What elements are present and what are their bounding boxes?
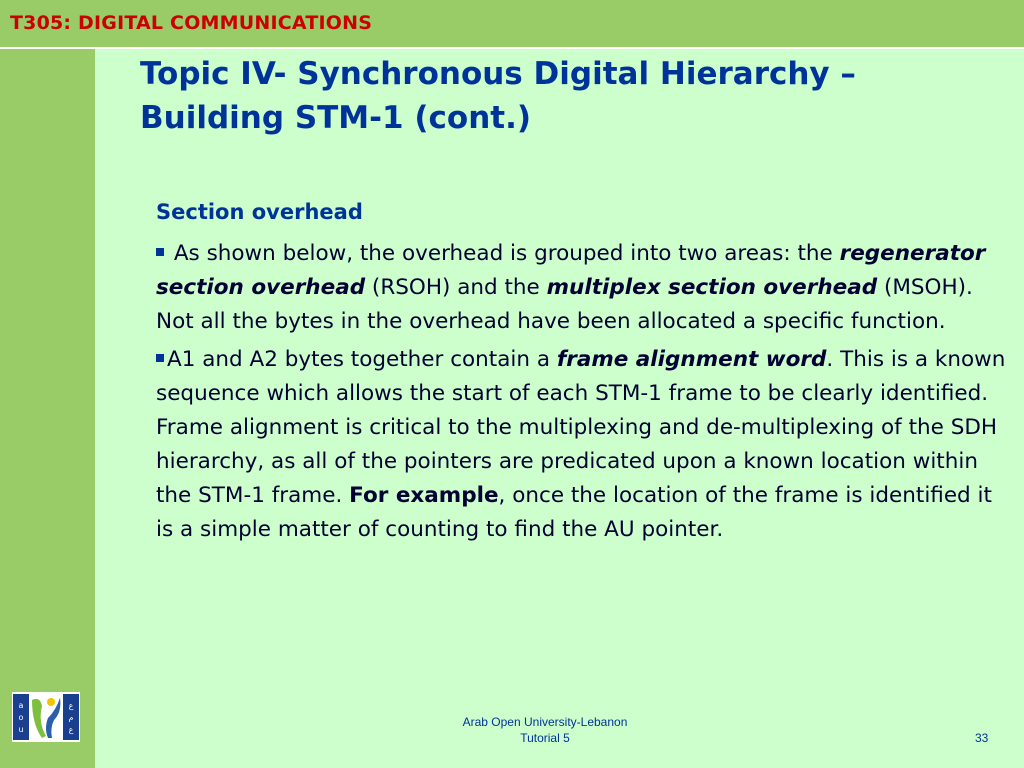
footer-tutorial: Tutorial 5	[520, 731, 570, 745]
p1-text-1: As shown below, the overhead is grouped into two areas: the	[167, 241, 840, 266]
paragraph-overhead-areas	[156, 237, 1006, 339]
svg-text:ع: ع	[68, 725, 74, 734]
slide-title-line-2: Building STM-1 (cont.)	[140, 100, 532, 136]
footer	[420, 714, 670, 746]
bullet-icon	[156, 248, 164, 256]
svg-text:o: o	[18, 713, 24, 722]
footer-institution: Arab Open University-Lebanon	[462, 715, 628, 729]
p2-text-3: , once the location of the frame is identified it is a simple matter of counting to find the AU pointer.	[156, 483, 992, 542]
header-divider	[0, 47, 1024, 49]
svg-text:u: u	[18, 725, 24, 734]
left-sidebar	[0, 0, 95, 768]
paragraph-frame-alignment	[156, 343, 1006, 547]
p1-emphasis-rsoh: regenerator section overhead	[156, 241, 986, 300]
p1-text-3: (MSOH). Not all the bytes in the overhead have been allocated a specific function.	[156, 275, 973, 334]
svg-text:a: a	[18, 701, 24, 710]
svg-text:م: م	[68, 713, 74, 722]
aou-logo-icon	[12, 692, 80, 742]
bullet-icon	[156, 354, 164, 362]
section-heading: Section overhead	[156, 200, 363, 224]
slide-title-line-1: Topic IV- Synchronous Digital Hierarchy –	[140, 56, 856, 92]
p1-emphasis-msoh: multiplex section overhead	[546, 275, 878, 300]
p2-text-2: . This is a known sequence which allows the start of each STM-1 frame to be clearly identified. Frame alignment is critical to the multiplexing and de-multiplexing of the SDH hierarchy, as all of the pointers are predicated upon a known location within the STM-1 frame.	[156, 347, 1006, 508]
svg-text:ع: ع	[68, 701, 74, 710]
course-title: T305: DIGITAL COMMUNICATIONS	[10, 12, 373, 34]
p2-bold-for-example: For example	[349, 483, 499, 508]
slide-content	[156, 195, 1006, 551]
page-number: 33	[975, 731, 989, 745]
slide-title	[140, 52, 1010, 140]
p2-text-1: A1 and A2 bytes together contain a	[167, 347, 557, 372]
p2-emphasis-faw: frame alignment word	[556, 347, 827, 372]
p1-text-2: (RSOH) and the	[365, 275, 547, 300]
